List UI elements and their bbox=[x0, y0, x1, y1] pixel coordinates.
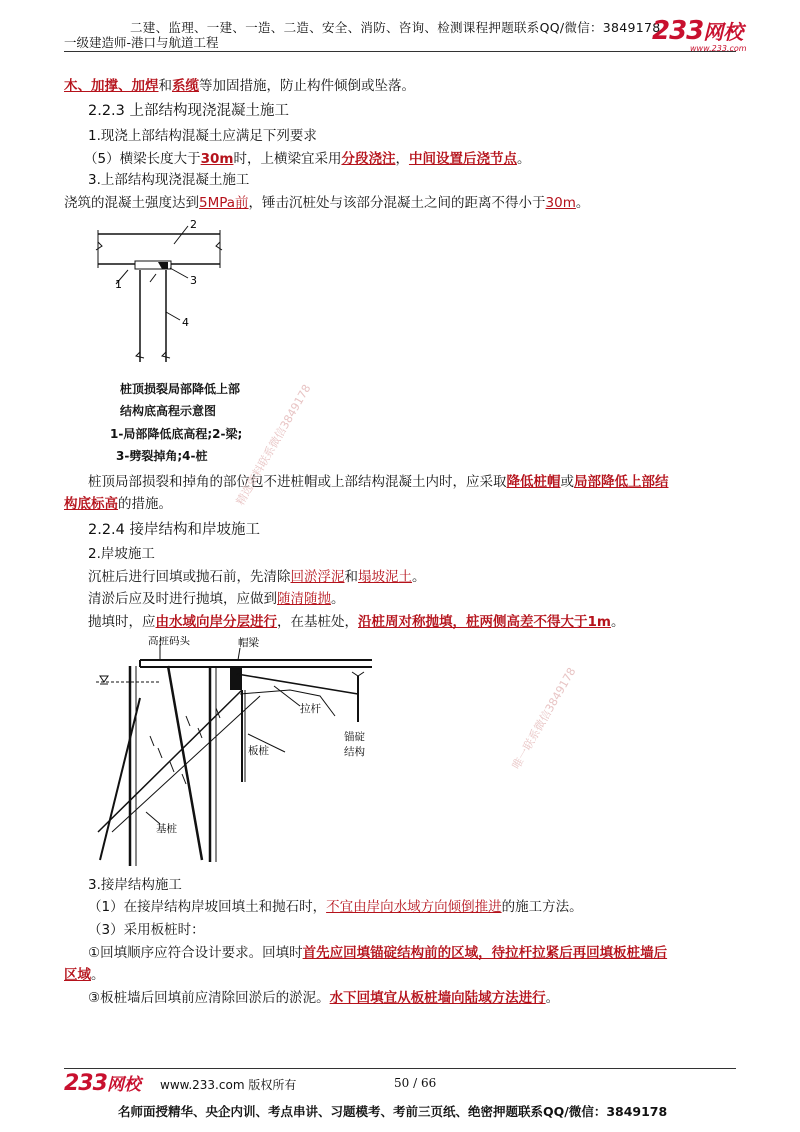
fig1-caption-line1: 桩顶损裂局部降低上部 bbox=[120, 382, 241, 396]
header-logo bbox=[652, 16, 743, 46]
paragraph-5-line1: 桩顶局部损裂和掉角的部位包不进桩帽或上部结构混凝土内时，应采取降低桩帽或局部降低上部结 bbox=[88, 474, 669, 490]
footer-rule bbox=[64, 1068, 736, 1069]
paragraph-8: 清淤后应及时进行抛填，应做到随清随抛。 bbox=[88, 591, 345, 607]
footer-page-number: 50 / 66 bbox=[394, 1076, 437, 1090]
fig2-label-anchor-2: 结构 bbox=[344, 746, 365, 758]
fig1-label-1: 1 bbox=[115, 278, 122, 291]
paragraph-13-line2: 区域。 bbox=[64, 967, 105, 983]
watermark-2: 唯一联系微信3849178 bbox=[509, 665, 579, 772]
fig1-caption-line4: 3-劈裂掉角;4-桩 bbox=[116, 449, 208, 463]
section-heading-2-2-4: 2.2.4 接岸结构和岸坡施工 bbox=[88, 522, 261, 538]
paragraph-9: 抛填时，应由水域向岸分层进行，在基桩处，沿桩周对称抛填，桩两侧高差不得大于1m。 bbox=[88, 614, 625, 630]
paragraph-1: 1.现浇上部结构混凝土应满足下列要求 bbox=[88, 128, 317, 144]
paragraph-2: （5）横梁长度大于30m时，上横梁宜采用分段浇注，中间设置后浇节点。 bbox=[84, 151, 531, 167]
fig1-label-3: 3 bbox=[190, 274, 197, 287]
paragraph-0: 木、加撑、加焊和系缆等加固措施，防止构件倾倒或坠落。 bbox=[64, 78, 415, 94]
paragraph-13-line1: ①回填顺序应符合设计要求。回填时首先应回填锚碇结构前的区域，待拉杆拉紧后再回填板桩墙后 bbox=[88, 945, 668, 961]
fig1-caption-line3: 1-局部降低底高程;2-梁; bbox=[110, 427, 243, 441]
paragraph-12: （3）采用板桩时： bbox=[88, 922, 205, 938]
logo-text: 网校 bbox=[703, 20, 744, 44]
paragraph-11: （1）在接岸结构岸坡回填土和抛石时，不宜由岸向水域方向倾倒推进的施工方法。 bbox=[88, 899, 583, 915]
paragraph-5-line2: 构底标高的措施。 bbox=[64, 496, 172, 512]
header-logo-url: www.233.com bbox=[690, 44, 747, 53]
logo-number: 233 bbox=[652, 16, 704, 46]
fig2-label-wharf: 高桩码头 bbox=[148, 636, 190, 647]
paragraph-4: 浇筑的混凝土强度达到5MPa前，锤击沉桩处与该部分混凝土之间的距离不得小于30m。 bbox=[64, 195, 590, 211]
footer-logo-text: 网校 bbox=[106, 1075, 141, 1095]
header-contact-line: 二建、监理、一建、一造、二造、安全、消防、咨询、检测课程押题联系QQ/微信：3849178 bbox=[130, 20, 661, 35]
watermark-1: 精选资料联系微信3849178 bbox=[233, 382, 314, 508]
header-rule bbox=[64, 51, 736, 52]
header-course-title: 一级建造师-港口与航道工程 bbox=[64, 35, 219, 50]
paragraph-6: 2.岸坡施工 bbox=[88, 546, 155, 562]
fig2-label-cap-beam: 帽梁 bbox=[238, 637, 259, 649]
fig2-label-foundation-pile: 基桩 bbox=[156, 823, 177, 835]
footer-copyright: www.233.com 版权所有 bbox=[160, 1078, 297, 1092]
paragraph-14: ③板桩墙后回填前应清除回淤后的淤泥。水下回填宜从板桩墙向陆域方法进行。 bbox=[88, 990, 560, 1006]
fig2-label-sheet-pile: 板桩 bbox=[248, 745, 269, 757]
shore-structure-figure bbox=[90, 636, 380, 868]
paragraph-3: 3.上部结构现浇混凝土施工 bbox=[88, 172, 250, 188]
footer-logo-number: 233 bbox=[64, 1071, 107, 1096]
fig2-label-anchor-1: 锚碇 bbox=[344, 731, 365, 743]
pile-top-figure bbox=[88, 212, 228, 372]
paragraph-7: 沉桩后进行回填或抛石前，先清除回淤浮泥和塌坡泥土。 bbox=[88, 569, 426, 585]
fig1-caption-line2: 结构底高程示意图 bbox=[120, 404, 217, 418]
footer-contact-line: 名师面授精华、央企内训、考点串讲、习题模考、考前三页纸、绝密押题联系QQ/微信：3849178 bbox=[118, 1104, 668, 1119]
fig1-label-4: 4 bbox=[182, 316, 189, 329]
fig2-label-tie-rod: 拉杆 bbox=[300, 703, 321, 715]
fig1-label-2: 2 bbox=[190, 218, 197, 231]
paragraph-10: 3.接岸结构施工 bbox=[88, 877, 182, 893]
footer-logo bbox=[64, 1070, 141, 1096]
section-heading-2-2-3: 2.2.3 上部结构现浇混凝土施工 bbox=[88, 103, 290, 119]
